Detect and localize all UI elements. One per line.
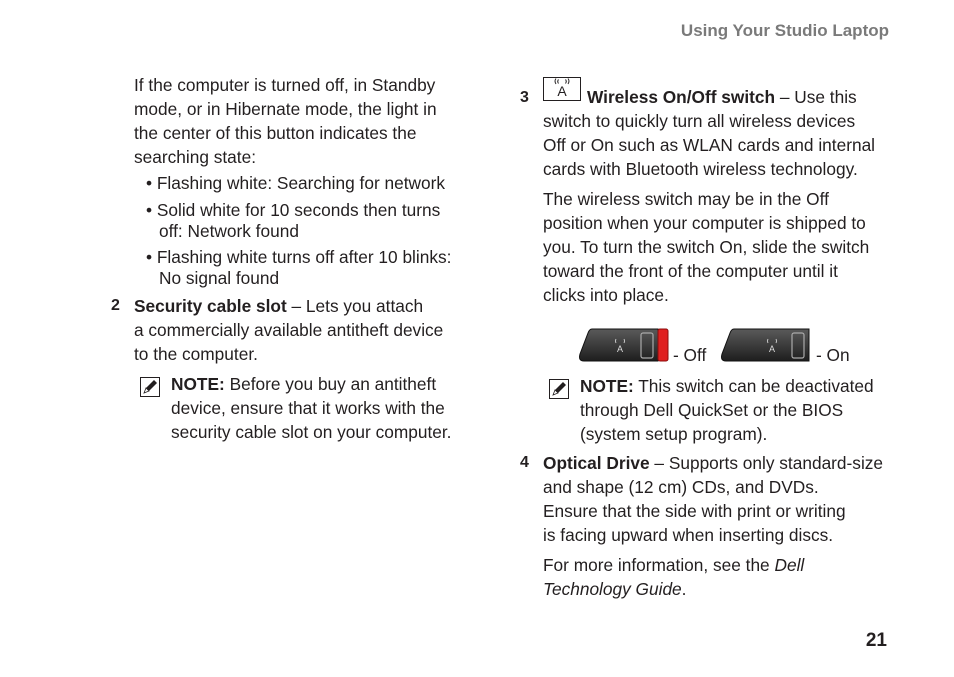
page-number: 21 xyxy=(865,630,887,651)
item-line: to the computer. xyxy=(134,344,258,364)
item-line: cards with Bluetooth wireless technology. xyxy=(543,159,858,179)
item-text: – Use this xyxy=(775,87,857,107)
para-line: clicks into place. xyxy=(543,285,669,305)
optical-drive-item xyxy=(543,451,883,547)
bullet-line: • Flashing white: Searching for network xyxy=(146,173,446,193)
bullet-no-signal xyxy=(146,247,451,289)
item-title: Optical Drive xyxy=(543,453,650,473)
intro-line: mode, or in Hibernate mode, the light in xyxy=(134,99,437,119)
bullet-searching xyxy=(146,173,445,194)
note-label: NOTE: xyxy=(580,376,634,396)
item-line: a commercially available antitheft device xyxy=(134,320,444,340)
wireless-switch-item xyxy=(543,109,875,181)
item-number: 4 xyxy=(520,454,529,471)
item-number: 2 xyxy=(111,297,120,314)
note-pencil-icon xyxy=(549,379,569,399)
para-line: you. To turn the switch On, slide the switch xyxy=(543,237,870,257)
switch-off-illustration xyxy=(578,328,670,362)
guide-title: Dell xyxy=(774,555,805,575)
bullet-line: • Flashing white turns off after 10 blinks: xyxy=(146,247,452,267)
more-info-text: For more information, see the xyxy=(543,555,775,575)
note-label: NOTE: xyxy=(171,374,225,394)
note-pencil-icon xyxy=(140,377,160,397)
note-line: (system setup program). xyxy=(580,424,768,444)
guide-title: Technology Guide xyxy=(543,579,682,599)
wireless-icon xyxy=(543,77,581,101)
para-line: toward the front of the computer until it xyxy=(543,261,838,281)
security-cable-slot-item xyxy=(134,294,443,366)
bullet-line: off: Network found xyxy=(159,221,299,241)
switch-on-illustration xyxy=(720,328,812,362)
item-line: is facing upward when inserting discs. xyxy=(543,525,834,545)
wireless-switch-item-first-line xyxy=(587,85,857,109)
note-text: This switch can be deactivated xyxy=(633,376,874,396)
para-line: position when your computer is shipped to xyxy=(543,213,866,233)
svg-text:A: A xyxy=(557,83,567,99)
svg-text:A: A xyxy=(616,344,624,354)
intro-line: searching state: xyxy=(134,147,256,167)
item-title: Security cable slot xyxy=(134,296,287,316)
note-line: through Dell QuickSet or the BIOS xyxy=(580,400,844,420)
item-line: and shape (12 cm) CDs, and DVDs. xyxy=(543,477,819,497)
note-line: device, ensure that it works with the xyxy=(171,398,445,418)
switch-off-label: - Off xyxy=(673,345,707,365)
more-info-paragraph xyxy=(543,553,804,601)
note-text: Before you buy an antitheft xyxy=(224,374,437,394)
note-antitheft xyxy=(171,372,451,444)
item-line: Ensure that the side with print or writing xyxy=(543,501,846,521)
bullet-line: No signal found xyxy=(159,268,280,288)
switch-on-label: - On xyxy=(816,345,850,365)
svg-text:A: A xyxy=(768,344,776,354)
item-text: – Lets you attach xyxy=(286,296,424,316)
wireless-switch-paragraph xyxy=(543,187,869,307)
intro-line: the center of this button indicates the xyxy=(134,123,417,143)
intro-paragraph xyxy=(134,73,437,169)
item-text: – Supports only standard-size xyxy=(649,453,884,473)
bullet-network-found xyxy=(146,200,440,242)
intro-line: If the computer is turned off, in Standby xyxy=(134,75,436,95)
item-number: 3 xyxy=(520,89,529,106)
note-line: security cable slot on your computer. xyxy=(171,422,452,442)
para-line: The wireless switch may be in the Off xyxy=(543,189,829,209)
more-info-text: . xyxy=(681,579,687,599)
running-header: Using Your Studio Laptop xyxy=(680,21,889,40)
bullet-line: • Solid white for 10 seconds then turns xyxy=(146,200,441,220)
item-line: switch to quickly turn all wireless devices xyxy=(543,111,856,131)
item-line: Off or On such as WLAN cards and internal xyxy=(543,135,876,155)
note-quickset xyxy=(580,374,874,446)
item-title: Wireless On/Off switch xyxy=(587,87,776,107)
